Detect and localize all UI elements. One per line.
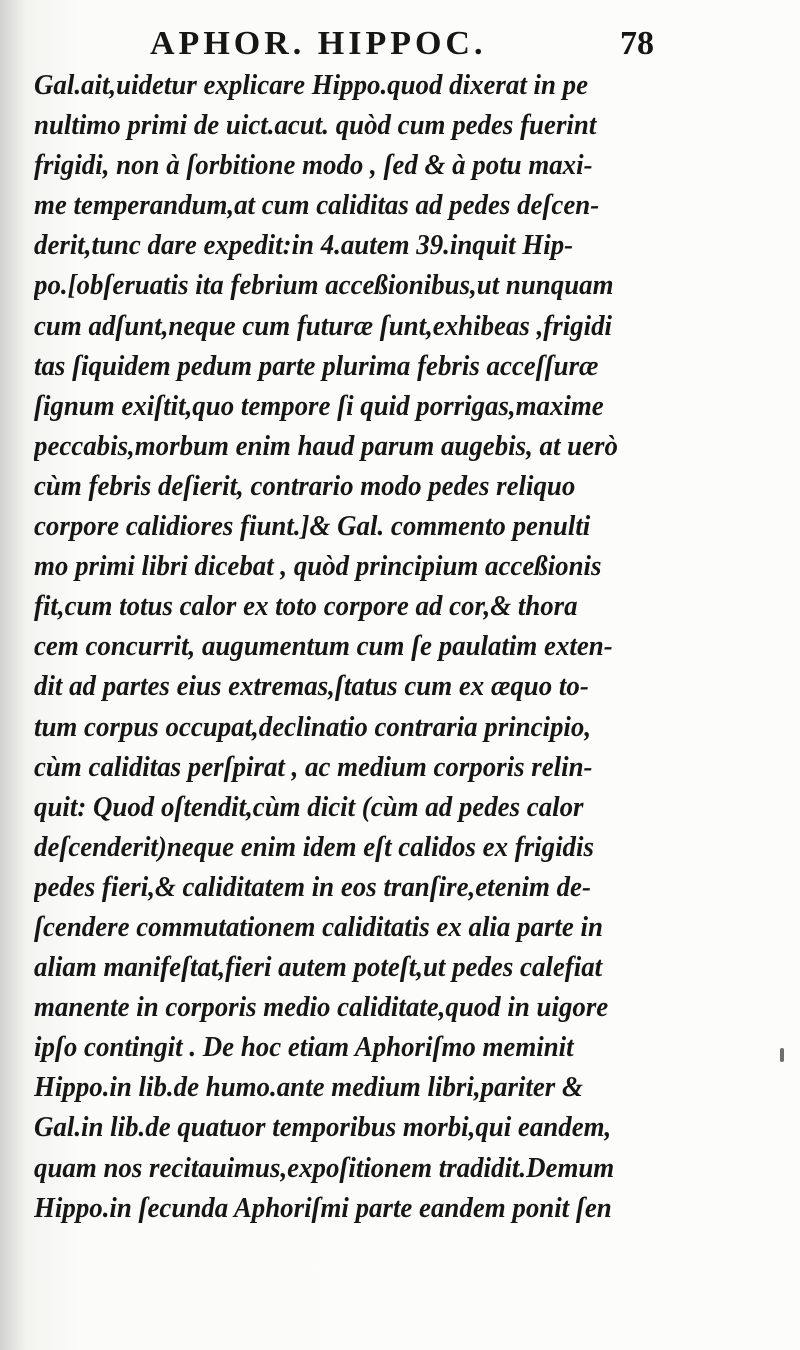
text-line: ſignum exiſtit,quo tempore ſi quid porrigas,maxime — [34, 390, 604, 422]
text-line: cùm caliditas perſpirat , ac medium corporis relin- — [34, 751, 593, 783]
text-line: Hippo.in lib.de humo.ante medium libri,pariter & — [34, 1072, 583, 1104]
text-line: me temperandum,at cum caliditas ad pedes deſcen- — [34, 190, 600, 222]
text-line: derit,tunc dare expedit:in 4.autem 39.inquit Hip- — [34, 230, 574, 262]
text-line: ipſo contingit . De hoc etiam Aphoriſmo meminit — [34, 1032, 574, 1064]
text-line: corpore calidiores fiunt.]& Gal. commento penulti — [34, 511, 591, 543]
text-line: fit,cum totus calor ex toto corpore ad cor,& thora — [34, 591, 578, 623]
text-line: Hippo.in ſecunda Aphoriſmi parte eandem ponit ſen — [34, 1192, 612, 1224]
page-header — [150, 24, 670, 64]
text-line: tas ſiquidem pedum parte plurima febris acceſſuræ — [34, 350, 599, 382]
text-line: pedes fieri,& caliditatem in eos tranſire,etenim de- — [34, 871, 591, 903]
text-line: quam nos recitauimus,expoſitionem tradidit.Demum — [34, 1152, 615, 1184]
text-line: po.[obſeruatis ita febrium acceßionibus,ut nunquam — [34, 270, 614, 302]
text-line: quit: Quod oſtendit,cùm dicit (cùm ad pedes calor — [34, 791, 584, 823]
ink-speck — [780, 1048, 784, 1062]
text-line: peccabis,morbum enim haud parum augebis, at uerò — [34, 430, 618, 462]
text-line: nultimo primi de uict.acut. quòd cum pedes fuerint — [34, 110, 597, 142]
text-line: tum corpus occupat,declinatio contraria principio, — [34, 711, 592, 743]
text-line: cem concurrit, augumentum cum ſe paulatim exten- — [34, 631, 613, 663]
text-line: dit ad partes eius extremas,ſtatus cum ex æquo to- — [34, 671, 589, 703]
text-line: Gal.ait,uidetur explicare Hippo.quod dixerat in pe — [34, 70, 589, 101]
body-text — [34, 66, 684, 1229]
text-line: ſcendere commutationem caliditatis ex alia parte in — [34, 911, 603, 943]
text-line: deſcenderit)neque enim idem eſt calidos ex frigidis — [34, 831, 594, 863]
text-line: mo primi libri dicebat , quòd principium acceßionis — [34, 551, 602, 583]
text-line: frigidi, non à ſorbitione modo , ſed & à potu maxi- — [34, 150, 593, 182]
text-line: cum adſunt,neque cum futuræ ſunt,exhibeas ,frigidi — [34, 310, 613, 342]
running-head: APHOR. HIPPOC. — [150, 25, 487, 62]
text-line: cùm febris deſierit, contrario modo pedes reliquo — [34, 470, 576, 502]
text-line: Gal.in lib.de quatuor temporibus morbi,qui eandem, — [34, 1112, 612, 1144]
text-line: manente in corporis medio caliditate,quod in uigore — [34, 992, 609, 1024]
text-line: aliam manifeſtat,fieri autem poteſt,ut pedes calefiat — [34, 952, 603, 984]
page-number: 78 — [620, 25, 654, 62]
gutter-shadow — [0, 0, 26, 1350]
